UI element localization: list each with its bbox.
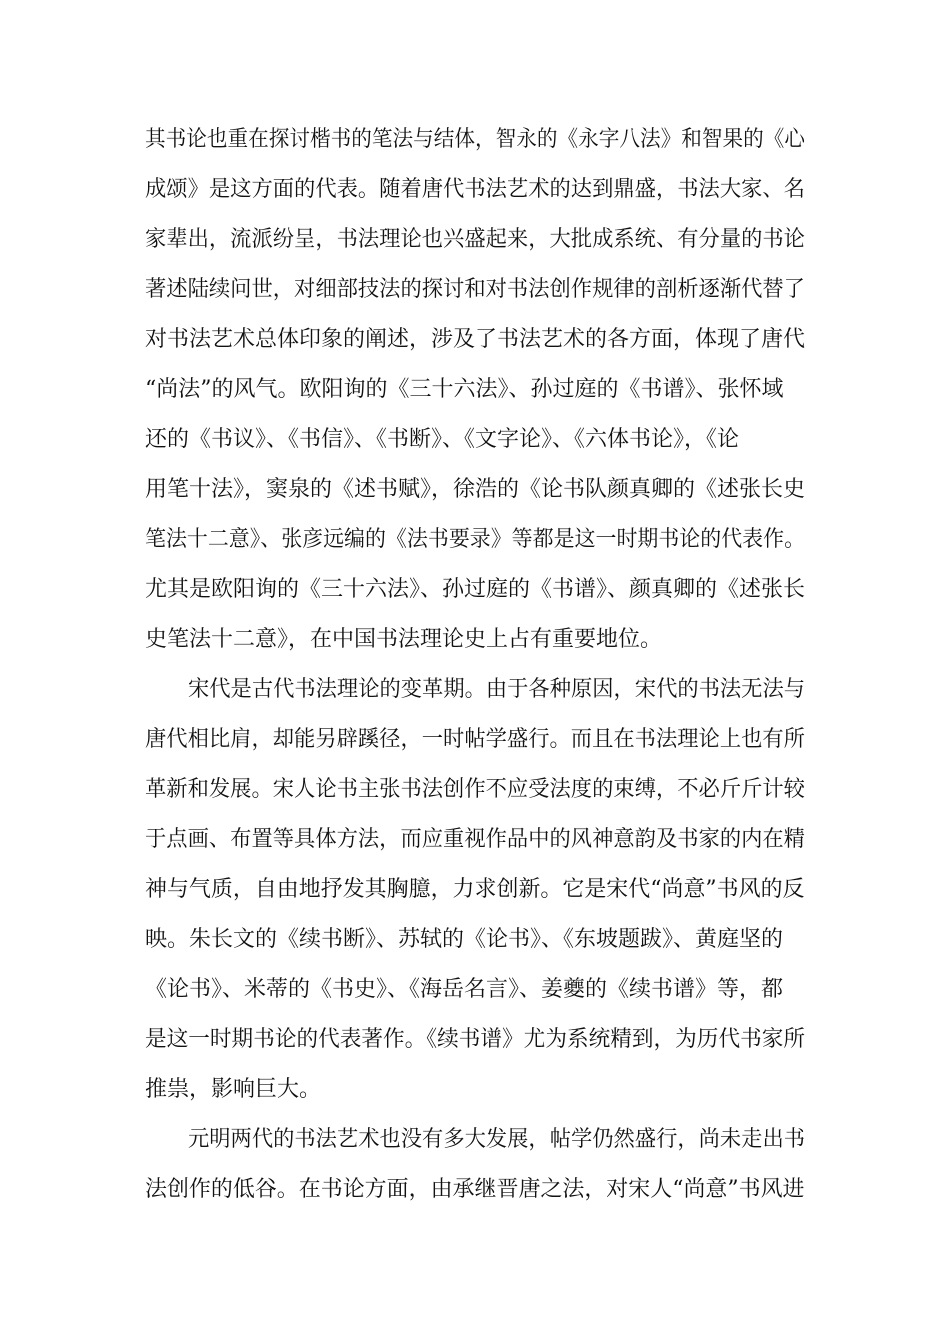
paragraph-first-line: 宋代是古代书法理论的变革期。由于各种原因，宋代的书法无法与: [188, 677, 806, 702]
text-line: 用笔十法》，窦泉的《述书赋》，徐浩的《论书队颜真卿的《述张长史: [145, 477, 806, 502]
text-line: 还的《书议》、《书信》、《书断》、《文字论》、《六体书论》，《论: [145, 427, 740, 452]
text-line: 神与气质，自由地抒发其胸臆，力求创新。它是宋代“尚意”书风的反: [145, 877, 805, 902]
text-line: 唐代相比肩，却能另辟蹊径，一时帖学盛行。而且在书法理论上也有所: [145, 727, 805, 752]
text-line: 是这一时期书论的代表著作。《续书谱》尤为系统精到，为历代书家所: [145, 1027, 806, 1052]
text-line: 《论书》、米蒂的《书史》、《海岳名言》、姜夔的《续书谱》等，都: [145, 977, 784, 1002]
text-line: 笔法十二意》、张彦远编的《法书要录》等都是这一时期书论的代表作。: [145, 527, 806, 552]
text-line: 尤其是欧阳询的《三十六法》、孙过庭的《书谱》、颜真卿的《述张长: [145, 577, 806, 602]
text-line: 于点画、布置等具体方法，而应重视作品中的风神意韵及书家的内在精: [145, 827, 805, 852]
text-line: 推祟，影响巨大。: [145, 1077, 322, 1102]
text-line: 家辈出，流派纷呈，书法理论也兴盛起来，大批成系统、有分量的书论: [145, 227, 805, 252]
text-line: 法创作的低谷。在书论方面，由承继晋唐之法，对宋人“尚意”书风进: [145, 1177, 805, 1202]
text-line: 著述陆续问世，对细部技法的探讨和对书法创作规律的剖析逐渐代替了: [145, 277, 805, 302]
text-line: “尚法”的风气。欧阳询的《三十六法》、孙过庭的《书谱》、张怀域: [145, 377, 784, 402]
text-line: 映。朱长文的《续书断》、苏轼的《论书》、《东坡题跋》、黄庭坚的: [145, 927, 784, 952]
text-line: 革新和发展。宋人论书主张书法创作不应受法度的束缚，不必斤斤计较: [145, 777, 805, 802]
paragraph-first-line: 元明两代的书法艺术也没有多大发展，帖学仍然盛行，尚未走出书: [188, 1127, 806, 1152]
text-line: 史笔法十二意》，在中国书法理论史上占有重要地位。: [145, 627, 663, 652]
text-line: 对书法艺术总体印象的阐述，涉及了书法艺术的各方面，体现了唐代: [145, 327, 806, 352]
text-line: 成颂》是这方面的代表。随着唐代书法艺术的达到鼎盛，书法大家、名: [145, 177, 805, 202]
text-line: 其书论也重在探讨楷书的笔法与结体，智永的《永字八法》和智果的《心: [145, 127, 806, 152]
